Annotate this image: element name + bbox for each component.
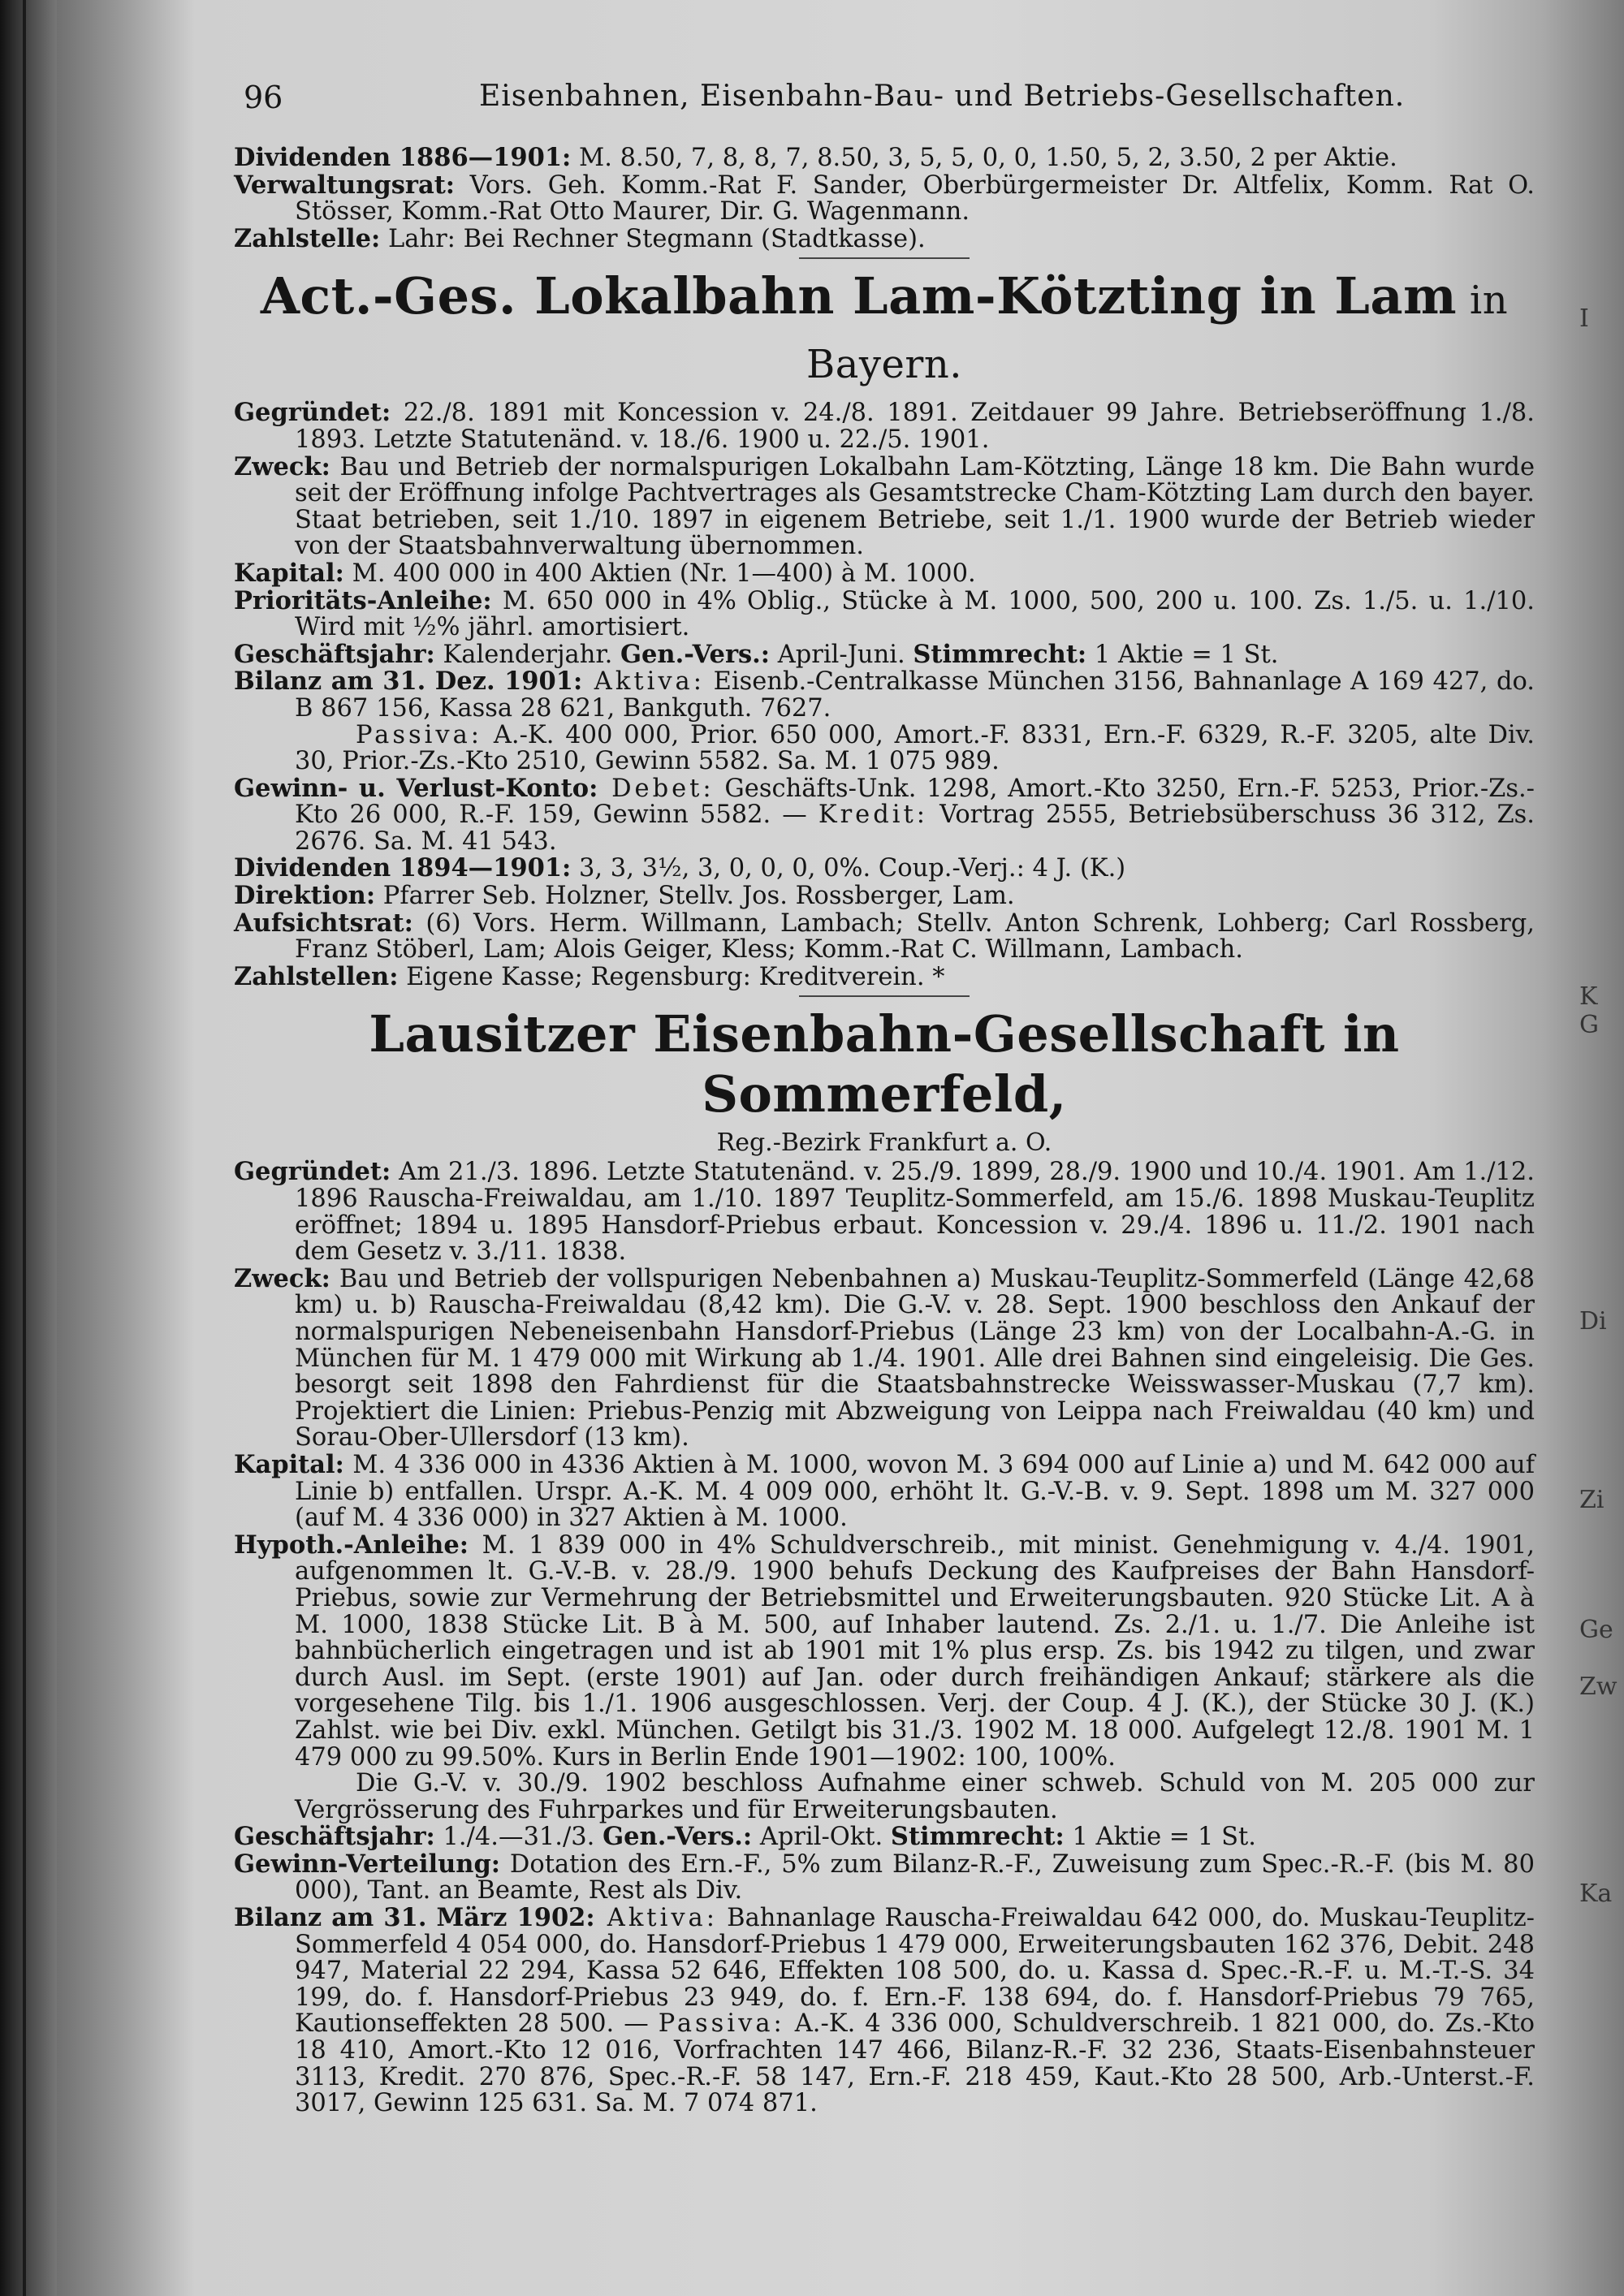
running-head (244, 80, 1551, 128)
margin-fragment: I (1579, 304, 1589, 333)
lausitz-schwebende-schuld: Die G.-V. v. 30./9. 1902 beschloss Aufnahme einer schweb. Schuld von M. 205 000 zur Vergrösserung des Fuhrparkes und für Erweiterungsbauten. (295, 1769, 1535, 1824)
prev-zahlstelle: Zahlstelle: Lahr: Bei Rechner Stegmann (Stadtkasse). (234, 223, 926, 253)
lam-prioritaets-anleihe: Prioritäts-Anleihe: M. 650 000 in 4% Oblig., Stücke à M. 1000, 500, 200 u. 100. Zs. 1./5. u. 1./10. Wird mit ½% jährl. amortisiert. (234, 585, 1535, 642)
page-body (234, 145, 1535, 2117)
lam-kapital: Kapital: M. 400 000 in 400 Aktien (Nr. 1—400) à M. 1000. (234, 558, 976, 588)
page-edge-line (23, 0, 26, 2296)
margin-fragment: Zw (1579, 1672, 1618, 1701)
margin-fragment: K (1579, 982, 1598, 1011)
lausitz-gegruendet: Gegründet: Am 21./3. 1896. Letzte Statutenänd. v. 25./9. 1899, 28./9. 1900 und 10./4. 1901. Am 1./12. 1896 Rauscha-Freiwaldau, am 1./10. 1897 Teuplitz-Sommerfeld, am 15./6. 1898 Muskau-Teuplitz eröffnet; 1894 u. 1895 Hansdorf-Priebus erbaut. Koncession v. 29./4. 1896 u. 11./2. 1901 nach dem Gesetz v. 3./11. 1838. (234, 1157, 1535, 1267)
lam-bilanz-passiva: Passiva: A.-K. 400 000, Prior. 650 000, Amort.-F. 8331, Ern.-F. 6329, R.-F. 3205, alte Div. 30, Prior.-Zs.-Kto 2510, Gewinn 5582. Sa. M. 1 075 989. (295, 720, 1535, 776)
prev-dividenden: Dividenden 1886—1901: M. 8.50, 7, 8, 8, 7, 8.50, 3, 5, 5, 0, 0, 1.50, 5, 2, 3.50, 2 per Aktie. (234, 143, 1397, 172)
adjacent-page-margin (1555, 0, 1624, 2296)
section-divider (799, 257, 970, 260)
running-title: Eisenbahnen, Eisenbahn-Bau- und Betriebs-Gesellschaften. (479, 80, 1406, 113)
margin-fragment: Ka (1579, 1880, 1613, 1908)
margin-fragment: Ge (1579, 1616, 1613, 1644)
lam-zahlstellen: Zahlstellen: Eigene Kasse; Regensburg: Kreditverein. * (234, 961, 945, 991)
lam-direktion: Direktion: Pfarrer Seb. Holzner, Stellv. Jos. Rossberger, Lam. (234, 881, 1015, 911)
lausitz-bilanz: Bilanz am 31. März 1902: Aktiva: Bahnanlage Rauscha-Freiwaldau 642 000, do. Muskau-Teuplitz-Sommerfeld 4 054 000, do. Hansdorf-Priebus 1 479 000, Erweiterungsbauten 162 376, Debit. 248 947, Material 22 294, Kassa 52 646, Effekten 108 500, do. u. Kassa d. Spec.-R.-F. u. M.-T.-S. 34 199, do. f. Hansdorf-Priebus 23 949, do. f. Ern.-F. 138 694, do. f. Hansdorf-Priebus 79 765, Kautionseffekten 28 500. — Passiva: A.-K. 4 336 000, Schuldverschreib. 1 821 000, do. Zs.-Kto 18 410, Amort.-Kto 12 016, Vorfrachten 147 466, Bilanz-R.-F. 32 236, Staats-Eisenbahnsteuer 3113, Kredit. 270 876, Spec.-R.-F. 58 147, Ern.-F. 218 459, Kaut.-Kto 28 500, Arb.-Unterst.-F. 3017, Gewinn 125 631. Sa. M. 7 074 871. (234, 1903, 1535, 2118)
section-divider (799, 995, 970, 998)
company-subtitle-lausitz: Reg.-Bezirk Frankfurt a. O. (716, 1129, 1052, 1158)
prev-verwaltungsrat: Verwaltungsrat: Vors. Geh. Komm.-Rat F. Sander, Oberbürgermeister Dr. Altfelix, Komm. Rat O. Stösser, Komm.-Rat Otto Maurer, Dir. G. Wagenmann. (234, 170, 1535, 227)
lam-gewinn-verlust: Gewinn- u. Verlust-Konto: Debet: Geschäfts-Unk. 1298, Amort.-Kto 3250, Ern.-F. 5253, Prior.-Zs.-Kto 26 000, R.-F. 159, Gewinn 5582. — Kredit: Vortrag 2555, Betriebsüberschuss 36 312, Zs. 2676. Sa. M. 41 543. (234, 773, 1535, 856)
company-title-lam: Act.-Ges. Lokalbahn Lam-Kötzting in Lam in Bayern. (260, 266, 1509, 388)
lam-gegruendet: Gegründet: 22./8. 1891 mit Koncession v. 24./8. 1891. Zeitdauer 99 Jahre. Betriebseröffnung 1./8. 1893. Letzte Statutenänd. v. 18./6. 1900 u. 22./5. 1901. (234, 398, 1535, 454)
lausitz-kapital: Kapital: M. 4 336 000 in 4336 Aktien à M. 1000, wovon M. 3 694 000 auf Linie a) und M. 642 000 auf Linie b) entfallen. Urspr. A.-K. M. 4 009 000, erhöht lt. G.-V.-B. v. 9. Sept. 1898 um M. 327 000 (auf M. 4 336 000) in 327 Aktien à M. 1000. (234, 1449, 1535, 1533)
lam-aufsichtsrat: Aufsichtsrat: (6) Vors. Herm. Willmann, Lambach; Stellv. Anton Schrenk, Lohberg; Carl Rossberg, Franz Stöberl, Lam; Alois Geiger, Kless; Komm.-Rat C. Willmann, Lambach. (234, 908, 1535, 965)
company-title-lausitz: Lausitzer Eisenbahn-Gesellschaft in Sommerfeld, (369, 1004, 1400, 1124)
book-spine-shadow (0, 0, 57, 2296)
lam-geschaeftsjahr: Geschäftsjahr: Kalenderjahr. Gen.-Vers.: April-Juni. Stimmrecht: 1 Aktie = 1 St. (234, 639, 1279, 669)
page-number: 96 (244, 80, 283, 115)
lausitz-zweck: Zweck: Bau und Betrieb der vollspurigen Nebenbahnen a) Muskau-Teuplitz-Sommerfeld (Länge 42,68 km) u. b) Rauscha-Freiwaldau (8,42 km). Die G.-V. v. 28. Sept. 1900 beschloss den Ankauf der normalspurigen Nebeneisenbahn Hansdorf-Priebus (Länge 23 km) von der Localbahn-A.-G. in München für M. 1 479 000 mit Wirkung ab 1./4. 1901. Alle drei Bahnen sind eingeleisig. Die Ges. besorgt seit 1898 den Fahrdienst für die Staatsbahnstrecke Weisswasser-Muskau (7,7 km). Projektiert die Linien: Priebus-Penzig mit Abzweigung von Leippa nach Freiwaldau (40 km) und Sorau-Ober-Ullersdorf (13 km). (234, 1263, 1535, 1452)
lausitz-gewinn-verteilung: Gewinn-Verteilung: Dotation des Ern.-F., 5% zum Bilanz-R.-F., Zuweisung zum Spec.-R.-F. (bis M. 80 000), Tant. an Beamte, Rest als Div. (234, 1849, 1535, 1905)
margin-fragment: G (1579, 1011, 1599, 1039)
lam-dividenden: Dividenden 1894—1901: 3, 3, 3½, 3, 0, 0, 0, 0%. Coup.-Verj.: 4 J. (K.) (234, 853, 1126, 883)
lam-zweck: Zweck: Bau und Betrieb der normalspurigen Lokalbahn Lam-Kötzting, Länge 18 km. Die Bahn wurde seit der Eröffnung infolge Pachtvertrages als Gesamtstrecke Cham-Kötzting Lam durch den bayer. Staat betrieben, seit 1./10. 1897 in eigenem Betriebe, seit 1./1. 1900 wurde der Betrieb wieder von der Staatsbahnverwaltung übernommen. (234, 451, 1535, 561)
margin-fragment: Di (1579, 1307, 1607, 1336)
lausitz-geschaeftsjahr: Geschäftsjahr: 1./4.—31./3. Gen.-Vers.: April-Okt. Stimmrecht: 1 Aktie = 1 St. (234, 1822, 1257, 1852)
margin-fragment: Zi (1579, 1486, 1605, 1514)
lam-bilanz-aktiva: Bilanz am 31. Dez. 1901: Aktiva: Eisenb.-Centralkasse München 3156, Bahnanlage A 169 427, do. B 867 156, Kassa 28 621, Bankguth. 7627. (234, 667, 1535, 723)
lausitz-hypoth-anleihe: Hypoth.-Anleihe: M. 1 839 000 in 4% Schuldverschreib., mit minist. Genehmigung v. 4./4. 1901, aufgenommen lt. G.-V.-B. v. 28./9. 1900 behufs Deckung des Kaufpreises der Bahn Hansdorf-Priebus, sowie zur Vermehrung der Betriebsmittel und Erweiterungsbauten. 920 Stücke Lit. A à M. 1000, 1838 Stücke Lit. B à M. 500, auf Inhaber lautend. Zs. 2./1. u. 1./7. Die Anleihe ist bahnbücherlich eingetragen und ist ab 1901 mit 1% plus ersp. Zs. bis 1942 zu tilgen, und zwar durch Ausl. im Sept. (erste 1901) auf Jan. oder durch freihändigen Ankauf; stärkere als die vorgesehene Tilg. bis 1./1. 1906 ausgeschlossen. Verj. der Coup. 4 J. (K.), der Stücke 30 J. (K.) Zahlst. wie bei Div. exkl. München. Getilgt bis 31./3. 1902 M. 18 000. Aufgelegt 12./8. 1901 M. 1 479 000 zu 99.50%. Kurs in Berlin Ende 1901—1902: 100, 100%. (234, 1530, 1535, 1772)
